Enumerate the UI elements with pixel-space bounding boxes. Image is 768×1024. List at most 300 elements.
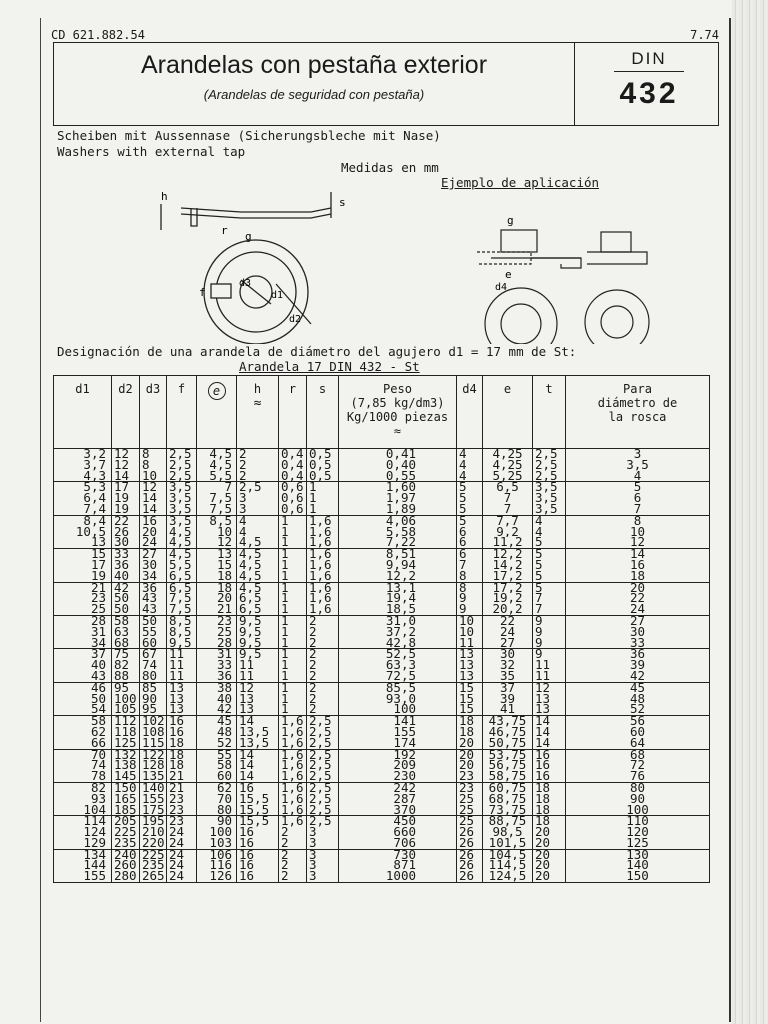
header-t: t <box>533 376 566 449</box>
cell-s: 2,5 <box>307 760 339 771</box>
cell-d3: 235 <box>140 860 167 871</box>
cell-d3: 122 <box>140 749 167 760</box>
cell-e: 14,2 <box>483 560 533 571</box>
header-rosca <box>566 376 710 449</box>
table-row <box>54 638 710 649</box>
cell-d4: 26 <box>457 838 483 849</box>
cell-d4: 25 <box>457 794 483 805</box>
cell-circled-e: 10 <box>197 527 237 538</box>
cell-peso: 209 <box>339 760 457 771</box>
cell-t: 3,5 <box>533 504 566 515</box>
cell-t: 14 <box>533 727 566 738</box>
cell-e: 9,2 <box>483 527 533 538</box>
cell-r: 2 <box>279 838 307 849</box>
cell-circled-e: 103 <box>197 838 237 849</box>
technical-drawing <box>61 184 701 344</box>
cell-s: 1 <box>307 504 339 515</box>
description-block <box>57 128 441 160</box>
header-peso-line2: (7,85 kg/dm3) <box>350 396 445 410</box>
cell-d1: 3,2 <box>54 449 112 460</box>
cell-e: 17,2 <box>483 582 533 593</box>
cell-e: 22 <box>483 615 533 626</box>
label-g: g <box>245 230 252 243</box>
cell-t: 16 <box>533 771 566 782</box>
cell-circled-e: 106 <box>197 849 237 860</box>
cell-e: 53,75 <box>483 749 533 760</box>
cell-e: 56,75 <box>483 760 533 771</box>
cell-t: 11 <box>533 671 566 682</box>
cell-d4: 25 <box>457 805 483 816</box>
table-row <box>54 694 710 705</box>
cell-d4: 8 <box>457 582 483 593</box>
cell-peso: 141 <box>339 716 457 727</box>
cell-d4: 5 <box>457 504 483 515</box>
cell-d4: 20 <box>457 749 483 760</box>
cell-f: 3,5 <box>167 504 197 515</box>
cell-d4: 26 <box>457 827 483 838</box>
cell-s: 1,6 <box>307 560 339 571</box>
cell-f: 5,5 <box>167 560 197 571</box>
header-peso-line3: Kg/1000 piezas <box>346 410 449 424</box>
cell-d1: 25 <box>54 604 112 615</box>
cell-peso: 706 <box>339 838 457 849</box>
cell-s: 0,5 <box>307 460 339 471</box>
cell-t: 13 <box>533 694 566 705</box>
cell-thread-diameter: 150 <box>566 871 710 882</box>
cell-r: 1,6 <box>279 760 307 771</box>
cell-h: 13 <box>237 704 279 715</box>
cell-f: 11 <box>167 671 197 682</box>
cell-d4: 6 <box>457 549 483 560</box>
cell-thread-diameter: 110 <box>566 816 710 827</box>
cell-s: 3 <box>307 871 339 882</box>
cell-thread-diameter: 18 <box>566 571 710 582</box>
cell-s: 2,5 <box>307 794 339 805</box>
header-h-label: h <box>253 382 262 396</box>
cell-r: 2 <box>279 860 307 871</box>
cell-r: 1 <box>279 660 307 671</box>
cell-d1: 5,3 <box>54 482 112 493</box>
cell-t: 4 <box>533 527 566 538</box>
document-date: 7.74 <box>690 28 719 42</box>
cell-d2: 100 <box>112 694 140 705</box>
cell-d3: 36 <box>140 582 167 593</box>
cell-t: 14 <box>533 716 566 727</box>
cell-thread-diameter: 12 <box>566 537 710 548</box>
cell-d1: 62 <box>54 727 112 738</box>
cell-d2: 30 <box>112 537 140 548</box>
cell-d3: 34 <box>140 571 167 582</box>
cell-h: 6,5 <box>237 604 279 615</box>
cell-thread-diameter: 120 <box>566 827 710 838</box>
cell-peso: 52,5 <box>339 649 457 660</box>
cell-e: 73,75 <box>483 805 533 816</box>
table-row <box>54 627 710 638</box>
header-s: s <box>307 376 339 449</box>
header-peso-approx: ≈ <box>393 424 402 438</box>
cell-circled-e: 21 <box>197 604 237 615</box>
table-row <box>54 805 710 816</box>
cell-f: 13 <box>167 694 197 705</box>
table-row <box>54 671 710 682</box>
cell-s: 3 <box>307 827 339 838</box>
cell-h: 4,5 <box>237 549 279 560</box>
cell-t: 11 <box>533 660 566 671</box>
cell-d2: 36 <box>112 560 140 571</box>
cell-d3: 80 <box>140 671 167 682</box>
cell-d4: 23 <box>457 782 483 793</box>
header-rosca-line3: la rosca <box>608 410 667 424</box>
dimensions-table <box>53 375 710 883</box>
cell-d4: 10 <box>457 627 483 638</box>
cell-f: 8,5 <box>167 627 197 638</box>
cell-e: 11,2 <box>483 537 533 548</box>
cell-circled-e: 18 <box>197 571 237 582</box>
cell-thread-diameter: 72 <box>566 760 710 771</box>
cell-circled-e: 20 <box>197 593 237 604</box>
cell-d2: 12 <box>112 449 140 460</box>
cell-d1: 8,4 <box>54 515 112 526</box>
cell-s: 1,6 <box>307 582 339 593</box>
cell-f: 16 <box>167 716 197 727</box>
cell-e: 88,75 <box>483 816 533 827</box>
cell-d4: 11 <box>457 638 483 649</box>
cell-t: 16 <box>533 749 566 760</box>
cell-thread-diameter: 33 <box>566 638 710 649</box>
cell-d3: 43 <box>140 604 167 615</box>
cell-h: 13 <box>237 694 279 705</box>
cell-e: 12,2 <box>483 549 533 560</box>
cell-t: 18 <box>533 794 566 805</box>
cell-d2: 150 <box>112 782 140 793</box>
cell-d2: 235 <box>112 838 140 849</box>
cell-d3: 155 <box>140 794 167 805</box>
cell-f: 23 <box>167 805 197 816</box>
cell-thread-diameter: 45 <box>566 682 710 693</box>
cell-d2: 132 <box>112 749 140 760</box>
cell-d3: 60 <box>140 638 167 649</box>
table-row <box>54 738 710 749</box>
header-d2: d2 <box>112 376 140 449</box>
cell-d3: 43 <box>140 593 167 604</box>
cell-d3: 14 <box>140 493 167 504</box>
cell-d3: 50 <box>140 615 167 626</box>
washer-side-view <box>161 192 331 230</box>
cell-d1: 17 <box>54 560 112 571</box>
cell-d2: 19 <box>112 504 140 515</box>
cell-d4: 4 <box>457 471 483 482</box>
cell-peso: 370 <box>339 805 457 816</box>
cell-d3: 20 <box>140 527 167 538</box>
cell-circled-e: 100 <box>197 827 237 838</box>
cell-peso: 287 <box>339 794 457 805</box>
cell-e: 4,25 <box>483 460 533 471</box>
cell-circled-e: 40 <box>197 694 237 705</box>
cell-d2: 105 <box>112 704 140 715</box>
cell-r: 1,6 <box>279 727 307 738</box>
cell-d2: 12 <box>112 460 140 471</box>
cell-f: 24 <box>167 860 197 871</box>
cell-thread-diameter: 76 <box>566 771 710 782</box>
table-row <box>54 582 710 593</box>
cell-h: 13,5 <box>237 738 279 749</box>
cell-thread-diameter: 60 <box>566 727 710 738</box>
cell-d2: 205 <box>112 816 140 827</box>
cell-d1: 58 <box>54 716 112 727</box>
cell-d4: 9 <box>457 604 483 615</box>
cell-r: 1 <box>279 582 307 593</box>
cell-h: 16 <box>237 871 279 882</box>
cell-thread-diameter: 22 <box>566 593 710 604</box>
cell-circled-e: 25 <box>197 627 237 638</box>
table-row <box>54 760 710 771</box>
cell-t: 5 <box>533 537 566 548</box>
cell-s: 2 <box>307 694 339 705</box>
cell-d4: 5 <box>457 493 483 504</box>
cell-s: 1,6 <box>307 593 339 604</box>
header-d4: d4 <box>457 376 483 449</box>
table-row <box>54 560 710 571</box>
cell-thread-diameter: 125 <box>566 838 710 849</box>
cell-s: 2,5 <box>307 738 339 749</box>
cell-circled-e: 15 <box>197 560 237 571</box>
cell-t: 18 <box>533 805 566 816</box>
cell-peso: 0,41 <box>339 449 457 460</box>
cell-d1: 13 <box>54 537 112 548</box>
title-block <box>53 42 719 126</box>
cell-circled-e: 7,5 <box>197 504 237 515</box>
cell-peso: 63,3 <box>339 660 457 671</box>
cell-t: 12 <box>533 682 566 693</box>
cell-f: 23 <box>167 794 197 805</box>
cell-f: 4,5 <box>167 527 197 538</box>
cell-thread-diameter: 20 <box>566 582 710 593</box>
cell-e: 37 <box>483 682 533 693</box>
cell-h: 15,5 <box>237 794 279 805</box>
cell-s: 2 <box>307 649 339 660</box>
cell-d3: 265 <box>140 871 167 882</box>
cell-circled-e: 48 <box>197 727 237 738</box>
cell-peso: 8,51 <box>339 549 457 560</box>
cell-e: 114,5 <box>483 860 533 871</box>
circled-e-symbol: e <box>208 382 226 400</box>
cell-t: 9 <box>533 615 566 626</box>
cell-d1: 74 <box>54 760 112 771</box>
cell-peso: 31,0 <box>339 615 457 626</box>
cell-circled-e: 13 <box>197 549 237 560</box>
cell-d1: 31 <box>54 627 112 638</box>
cell-e: 98,5 <box>483 827 533 838</box>
cell-r: 1,6 <box>279 749 307 760</box>
cell-d2: 50 <box>112 593 140 604</box>
cell-d2: 240 <box>112 849 140 860</box>
table-row <box>54 704 710 715</box>
cell-d2: 40 <box>112 571 140 582</box>
cell-thread-diameter: 100 <box>566 805 710 816</box>
cell-h: 14 <box>237 716 279 727</box>
cell-e: 6,5 <box>483 482 533 493</box>
cell-f: 7,5 <box>167 604 197 615</box>
cell-d2: 95 <box>112 682 140 693</box>
cell-d1: 134 <box>54 849 112 860</box>
cell-e: 32 <box>483 660 533 671</box>
cell-t: 3,5 <box>533 493 566 504</box>
cell-d3: 140 <box>140 782 167 793</box>
cell-peso: 730 <box>339 849 457 860</box>
example-heading: Ejemplo de aplicación <box>441 175 600 190</box>
english-description: Washers with external tap <box>57 144 246 159</box>
cell-peso: 0,40 <box>339 460 457 471</box>
cell-circled-e: 55 <box>197 749 237 760</box>
german-description: Scheiben mit Aussennase (Sicherungsbleche mit Nase) <box>57 128 441 143</box>
cell-d2: 14 <box>112 471 140 482</box>
cell-peso: 192 <box>339 749 457 760</box>
cell-h: 14 <box>237 760 279 771</box>
cell-e: 41 <box>483 704 533 715</box>
cell-f: 21 <box>167 771 197 782</box>
cell-r: 1 <box>279 615 307 626</box>
cell-f: 2,5 <box>167 449 197 460</box>
table-row <box>54 649 710 660</box>
cell-r: 1 <box>279 704 307 715</box>
cell-r: 1 <box>279 649 307 660</box>
cell-d2: 22 <box>112 515 140 526</box>
cell-f: 24 <box>167 827 197 838</box>
cell-d1: 54 <box>54 704 112 715</box>
cell-h: 2 <box>237 471 279 482</box>
cell-d4: 18 <box>457 716 483 727</box>
cell-r: 2 <box>279 871 307 882</box>
cell-t: 9 <box>533 627 566 638</box>
cell-e: 5,25 <box>483 471 533 482</box>
cell-t: 7 <box>533 604 566 615</box>
cell-d2: 185 <box>112 805 140 816</box>
table-row <box>54 727 710 738</box>
cell-s: 1,6 <box>307 604 339 615</box>
cell-h: 11 <box>237 660 279 671</box>
cell-circled-e: 38 <box>197 682 237 693</box>
cell-f: 3,5 <box>167 493 197 504</box>
cell-d1: 93 <box>54 794 112 805</box>
cell-d2: 17 <box>112 482 140 493</box>
top-line <box>51 28 719 42</box>
cell-circled-e: 36 <box>197 671 237 682</box>
label-d1: d1 <box>271 290 284 301</box>
cell-s: 2 <box>307 671 339 682</box>
cell-thread-diameter: 68 <box>566 749 710 760</box>
cell-e: 4,25 <box>483 449 533 460</box>
cell-f: 3,5 <box>167 515 197 526</box>
units-note: Medidas en mm <box>341 160 439 175</box>
cell-d1: 70 <box>54 749 112 760</box>
cell-e: 24 <box>483 627 533 638</box>
cell-d3: 95 <box>140 704 167 715</box>
cell-e: 60,75 <box>483 782 533 793</box>
cell-thread-diameter: 80 <box>566 782 710 793</box>
cell-thread-diameter: 6 <box>566 493 710 504</box>
cell-circled-e: 52 <box>197 738 237 749</box>
cell-d1: 124 <box>54 827 112 838</box>
cell-circled-e: 12 <box>197 537 237 548</box>
cell-t: 5 <box>533 560 566 571</box>
label-s: s <box>339 196 346 209</box>
cell-t: 20 <box>533 827 566 838</box>
cell-circled-e: 7,5 <box>197 493 237 504</box>
cell-t: 3,5 <box>533 482 566 493</box>
cell-s: 1,6 <box>307 527 339 538</box>
cell-r: 1,6 <box>279 738 307 749</box>
cell-d3: 12 <box>140 482 167 493</box>
cell-circled-e: 33 <box>197 660 237 671</box>
cell-h: 4,5 <box>237 560 279 571</box>
cell-d1: 23 <box>54 593 112 604</box>
cell-d2: 88 <box>112 671 140 682</box>
cell-d3: 220 <box>140 838 167 849</box>
cell-d1: 129 <box>54 838 112 849</box>
cell-t: 2,5 <box>533 449 566 460</box>
cell-d3: 30 <box>140 560 167 571</box>
cell-r: 1,6 <box>279 816 307 827</box>
table-row <box>54 849 710 860</box>
cell-peso: 85,5 <box>339 682 457 693</box>
cell-f: 8,5 <box>167 615 197 626</box>
table-row <box>54 571 710 582</box>
cell-d3: 10 <box>140 471 167 482</box>
cell-r: 1 <box>279 515 307 526</box>
cell-peso: 1,89 <box>339 504 457 515</box>
cell-t: 20 <box>533 871 566 882</box>
cell-d1: 4,3 <box>54 471 112 482</box>
cell-t: 5 <box>533 549 566 560</box>
cell-f: 9,5 <box>167 638 197 649</box>
cell-d4: 5 <box>457 515 483 526</box>
cell-d2: 19 <box>112 493 140 504</box>
cell-thread-diameter: 140 <box>566 860 710 871</box>
cell-f: 24 <box>167 871 197 882</box>
label-h: h <box>161 190 168 203</box>
cell-d1: 155 <box>54 871 112 882</box>
cell-h: 2 <box>237 460 279 471</box>
table-row <box>54 860 710 871</box>
table-row <box>54 615 710 626</box>
cell-e: 101,5 <box>483 838 533 849</box>
cell-t: 2,5 <box>533 471 566 482</box>
table-row <box>54 682 710 693</box>
cell-f: 11 <box>167 649 197 660</box>
cell-r: 1 <box>279 537 307 548</box>
cell-e: 20,2 <box>483 604 533 615</box>
cell-h: 3 <box>237 493 279 504</box>
cell-d1: 10,5 <box>54 527 112 538</box>
cell-d3: 85 <box>140 682 167 693</box>
cell-peso: 0,55 <box>339 471 457 482</box>
table-row <box>54 749 710 760</box>
table-row <box>54 527 710 538</box>
cell-peso: 19,4 <box>339 593 457 604</box>
cell-h: 4 <box>237 515 279 526</box>
din-number: 432 <box>619 77 679 110</box>
title-divider <box>574 43 575 125</box>
cell-peso: 242 <box>339 782 457 793</box>
cell-d2: 68 <box>112 638 140 649</box>
cell-peso: 93,0 <box>339 694 457 705</box>
cell-e: 50,75 <box>483 738 533 749</box>
cell-thread-diameter: 39 <box>566 660 710 671</box>
cell-r: 1 <box>279 593 307 604</box>
cell-f: 4,5 <box>167 537 197 548</box>
cell-d2: 82 <box>112 660 140 671</box>
cell-h: 4,5 <box>237 537 279 548</box>
